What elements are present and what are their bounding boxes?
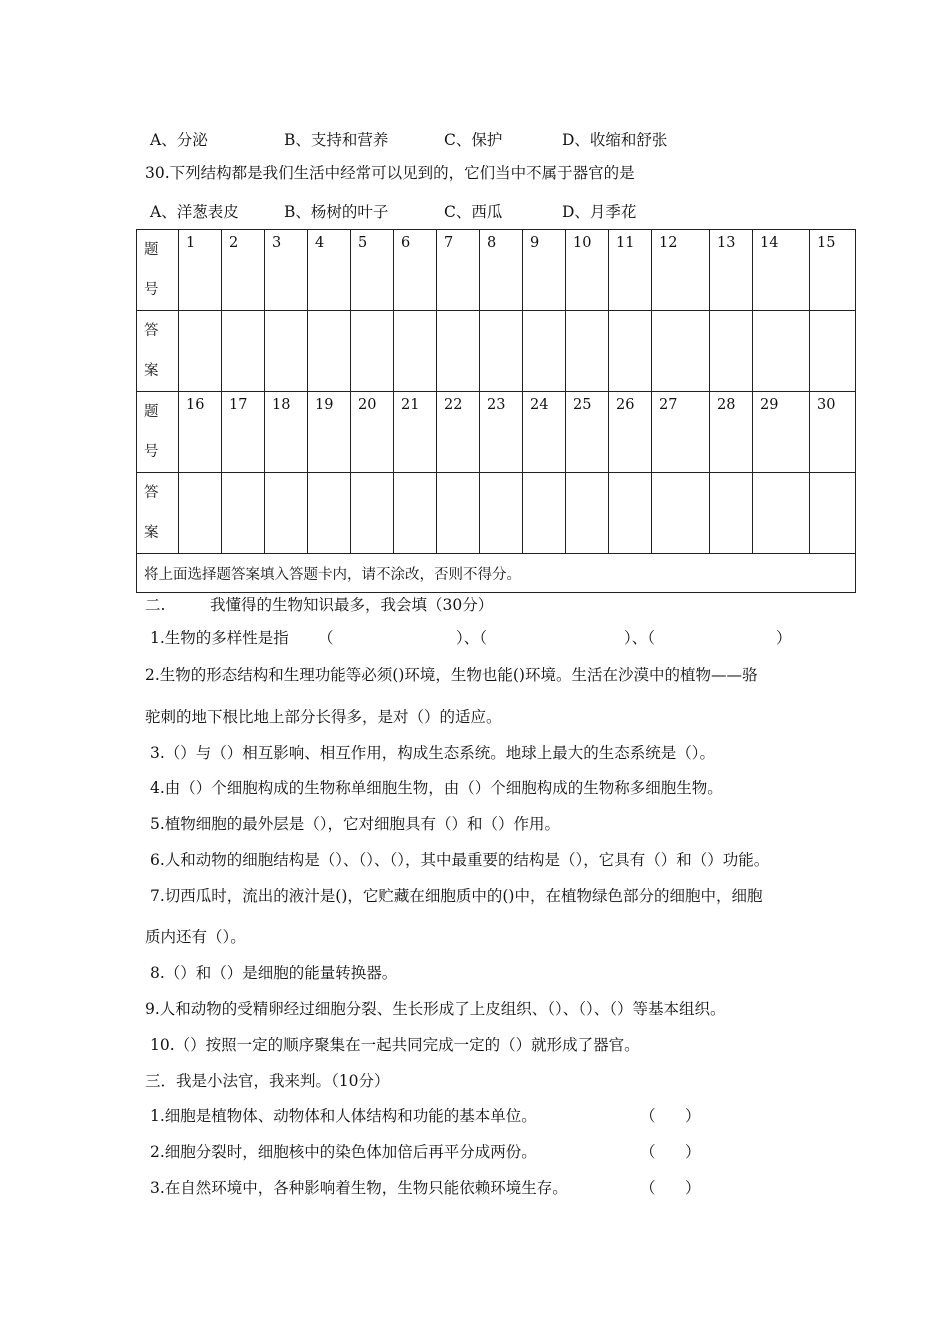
- answer-cell[interactable]: [710, 473, 753, 554]
- answer-cell[interactable]: [351, 473, 394, 554]
- answer-cell[interactable]: [179, 473, 222, 554]
- question-number-cell: 5: [351, 230, 394, 311]
- judge-blank[interactable]: （ ）: [640, 1143, 701, 1161]
- q29-option-a: A、分泌: [150, 131, 208, 149]
- section-2-q7-line1: 7.切西瓜时，流出的液汁是()，它贮藏在细胞质中的()中，在植物绿色部分的细胞中，细胞: [150, 887, 763, 905]
- section-2-q4: 4.由（）个细胞构成的生物称单细胞生物，由（）个细胞构成的生物称多细胞生物。: [150, 779, 723, 797]
- judge-statement: 2.细胞分裂时，细胞核中的染色体加倍后再平分成两份。: [150, 1143, 537, 1161]
- section-2-heading: 我懂得的生物知识最多，我会填（30分）: [210, 596, 494, 614]
- q1-prefix: 1.生物的多样性是指: [150, 629, 289, 647]
- answer-cell[interactable]: [179, 311, 222, 392]
- question-number-cell: 4: [308, 230, 351, 311]
- q30-option-d: D、月季花: [562, 203, 637, 221]
- answer-cell[interactable]: [308, 473, 351, 554]
- section-2-q9: 9.人和动物的受精卵经过细胞分裂、生长形成了上皮组织、（）、（）、（）等基本组织。: [145, 1000, 726, 1018]
- q30-option-c: C、西瓜: [444, 203, 503, 221]
- q1-paren-open: （: [318, 629, 334, 647]
- answer-cell[interactable]: [753, 473, 810, 554]
- row-label-answer: [137, 311, 179, 392]
- question-number-cell: 19: [308, 392, 351, 473]
- row-label-char: 题: [144, 242, 159, 258]
- answer-cell[interactable]: [480, 473, 523, 554]
- question-number-cell: 22: [437, 392, 480, 473]
- answer-table: [136, 229, 856, 593]
- q29-option-d: D、收缩和舒张: [562, 131, 668, 149]
- q1-paren-close: ）: [776, 629, 792, 647]
- answer-cell[interactable]: [308, 311, 351, 392]
- question-number-cell: 17: [222, 392, 265, 473]
- answer-cell[interactable]: [652, 473, 710, 554]
- section-2-q6: 6.人和动物的细胞结构是（）、（）、（），其中最重要的结构是（），它具有（）和（）功能。: [150, 851, 770, 869]
- answer-cell[interactable]: [652, 311, 710, 392]
- answer-cell[interactable]: [523, 473, 566, 554]
- row-label-char: 答: [144, 323, 159, 339]
- question-number-cell: 3: [265, 230, 308, 311]
- judge-statement: 3.在自然环境中，各种影响着生物，生物只能依赖环境生存。: [150, 1179, 568, 1197]
- question-number-cell: 28: [710, 392, 753, 473]
- answer-cell[interactable]: [710, 311, 753, 392]
- judge-blank[interactable]: （ ）: [640, 1179, 701, 1197]
- answer-cell[interactable]: [810, 311, 856, 392]
- row-label-char: 答: [144, 485, 159, 501]
- question-number-cell: 11: [609, 230, 652, 311]
- table-row-numbers-2: [137, 392, 856, 473]
- section-2-q3: 3.（）与（）相互影响、相互作用，构成生态系统。地球上最大的生态系统是（）。: [150, 744, 716, 762]
- section-3-heading: 三．我是小法官，我来判。（10分）: [145, 1072, 390, 1090]
- question-number-cell: 20: [351, 392, 394, 473]
- question-number-cell: 24: [523, 392, 566, 473]
- row-label-char: 案: [144, 363, 159, 379]
- answer-cell[interactable]: [609, 311, 652, 392]
- table-row-note: [137, 554, 856, 593]
- q1-separator: ）、（: [624, 629, 656, 647]
- answer-cell[interactable]: [394, 473, 437, 554]
- answer-cell[interactable]: [566, 311, 609, 392]
- answer-cell[interactable]: [222, 473, 265, 554]
- question-number-cell: 27: [652, 392, 710, 473]
- answer-cell[interactable]: [265, 473, 308, 554]
- section-2-number: 二.: [145, 596, 166, 614]
- question-number-cell: 6: [394, 230, 437, 311]
- answer-cell[interactable]: [222, 311, 265, 392]
- question-number-cell: 30: [810, 392, 856, 473]
- answer-cell[interactable]: [437, 473, 480, 554]
- q30-option-a: A、洋葱表皮: [150, 203, 239, 221]
- answer-cell[interactable]: [566, 473, 609, 554]
- table-row-numbers-1: [137, 230, 856, 311]
- q30-stem: 30.下列结构都是我们生活中经常可以见到的，它们当中不属于器官的是: [145, 164, 635, 182]
- q29-option-c: C、保护: [444, 131, 503, 149]
- q1-separator: ）、（: [456, 629, 488, 647]
- answer-table-note: 将上面选择题答案填入答题卡内，请不涂改，否则不得分。: [137, 554, 856, 593]
- answer-cell[interactable]: [523, 311, 566, 392]
- row-label-char: 题: [144, 404, 159, 420]
- question-number-cell: 10: [566, 230, 609, 311]
- section-2-q8: 8.（）和（）是细胞的能量转换器。: [150, 964, 398, 982]
- section-2-q10: 10.（）按照一定的顺序聚集在一起共同完成一定的（）就形成了器官。: [150, 1036, 640, 1054]
- row-label-char: 号: [144, 282, 159, 298]
- question-number-cell: 21: [394, 392, 437, 473]
- question-number-cell: 15: [810, 230, 856, 311]
- question-number-cell: 9: [523, 230, 566, 311]
- answer-cell[interactable]: [753, 311, 810, 392]
- section-2-q7-line2: 质内还有（）。: [145, 928, 246, 946]
- answer-cell[interactable]: [609, 473, 652, 554]
- question-number-cell: 8: [480, 230, 523, 311]
- question-number-cell: 2: [222, 230, 265, 311]
- answer-cell[interactable]: [810, 473, 856, 554]
- question-number-cell: 1: [179, 230, 222, 311]
- answer-cell[interactable]: [265, 311, 308, 392]
- question-number-cell: 14: [753, 230, 810, 311]
- question-number-cell: 18: [265, 392, 308, 473]
- question-number-cell: 12: [652, 230, 710, 311]
- section-2-q2-line2: 驼刺的地下根比地上部分长得多，是对（）的适应。: [145, 708, 502, 726]
- question-number-cell: 23: [480, 392, 523, 473]
- judge-blank[interactable]: （ ）: [640, 1107, 701, 1125]
- row-label-char: 案: [144, 525, 159, 541]
- judge-statement: 1.细胞是植物体、动物体和人体结构和功能的基本单位。: [150, 1107, 537, 1125]
- question-number-cell: 26: [609, 392, 652, 473]
- answer-cell[interactable]: [480, 311, 523, 392]
- row-label-number: [137, 230, 179, 311]
- q29-option-b: B、支持和营养: [284, 131, 389, 149]
- row-label-number: [137, 392, 179, 473]
- table-row-answers-1: [137, 311, 856, 392]
- question-number-cell: 29: [753, 392, 810, 473]
- row-label-char: 号: [144, 444, 159, 460]
- question-number-cell: 13: [710, 230, 753, 311]
- section-2-q5: 5.植物细胞的最外层是（），它对细胞具有（）和（）作用。: [150, 815, 561, 833]
- question-number-cell: 25: [566, 392, 609, 473]
- answer-cell[interactable]: [351, 311, 394, 392]
- row-label-answer: [137, 473, 179, 554]
- q30-option-b: B、杨树的叶子: [284, 203, 389, 221]
- question-number-cell: 16: [179, 392, 222, 473]
- answer-cell[interactable]: [437, 311, 480, 392]
- section-2-q2-line1: 2.生物的形态结构和生理功能等必须()环境，生物也能()环境。生活在沙漠中的植物——骆: [145, 666, 758, 684]
- question-number-cell: 7: [437, 230, 480, 311]
- answer-cell[interactable]: [394, 311, 437, 392]
- table-row-answers-2: [137, 473, 856, 554]
